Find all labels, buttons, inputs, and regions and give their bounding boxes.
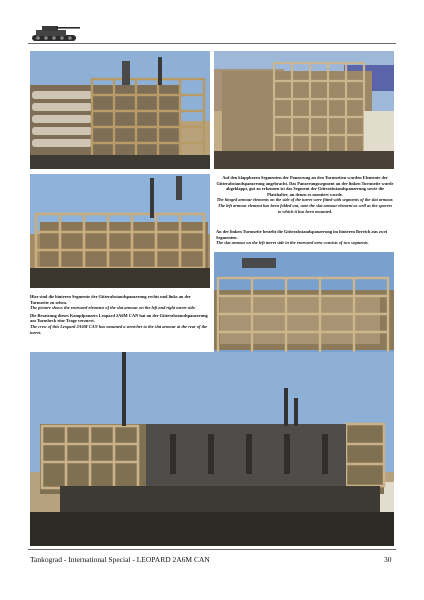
- caption-left-turret-side: [216, 229, 394, 246]
- caption-rear-and-stretcher: [30, 294, 210, 335]
- footer-rule: [28, 549, 396, 550]
- caption-stretcher-english: The crew of this Leopard 2A6M CAN has mounted a stretcher to the slat armour at the rear of the turret.: [30, 323, 208, 335]
- page-number: 30: [384, 555, 392, 564]
- header-rule: [28, 43, 396, 44]
- caption-hinged-armour-german: Auf den klappbaren Segmenten der Panzerung an den Turmseiten wurden Elemente der Gitterabstandspanzerung angebracht. Das Panzerungssegment an der linken Turmseite wurde abgeklappt, gut zu erkennen ist das Segment der Gitterabstandspanzerung sowie die Platzhalter, an denen es montiert wurde.: [216, 175, 394, 197]
- caption-left-turret-side-german: An der linken Turmseite besteht die Gitterabstandspanzerung im hinteren Bereich aus zwei Segmenten.: [216, 229, 388, 240]
- caption-left-turret-side-english: The slat armour on the left turret side in the rearward area consists of two segments.: [216, 240, 369, 246]
- photo-hinged-armour-folded: [214, 51, 394, 169]
- photo-turret-side-slat-armour: [30, 51, 210, 169]
- photo-rear-slat-armour-segments: [30, 174, 210, 288]
- caption-rear-segments-german: Hier sind die hinteren Segmente der Gitterabstandspanzerung rechts und links an der Turmseite zu sehen.: [30, 294, 191, 305]
- caption-hinged-armour: [216, 175, 394, 214]
- photo-turret-rear-stretcher: [30, 352, 394, 546]
- caption-hinged-armour-english: The hinged armour elements on the side of the turret were fitted with segments of the slat armour. The left armour element has been folded out, note the slat armour element as well as the spacers to which it has been mounted.: [216, 197, 394, 214]
- caption-stretcher-german: Die Besatzung dieses Kampfpanzers Leopard 2A6M CAN hat an der Gitterabstandspanzerung am Turmheck eine Trage verzurrt.: [30, 312, 208, 324]
- tank-silhouette-logo: [30, 21, 82, 43]
- caption-rear-segments-english: The picture shows the rearward elements of the slat armour on the left and right turret side.: [30, 305, 196, 311]
- footer-book-title: Tankograd - International Special - LEOPARD 2A6M CAN: [30, 555, 210, 564]
